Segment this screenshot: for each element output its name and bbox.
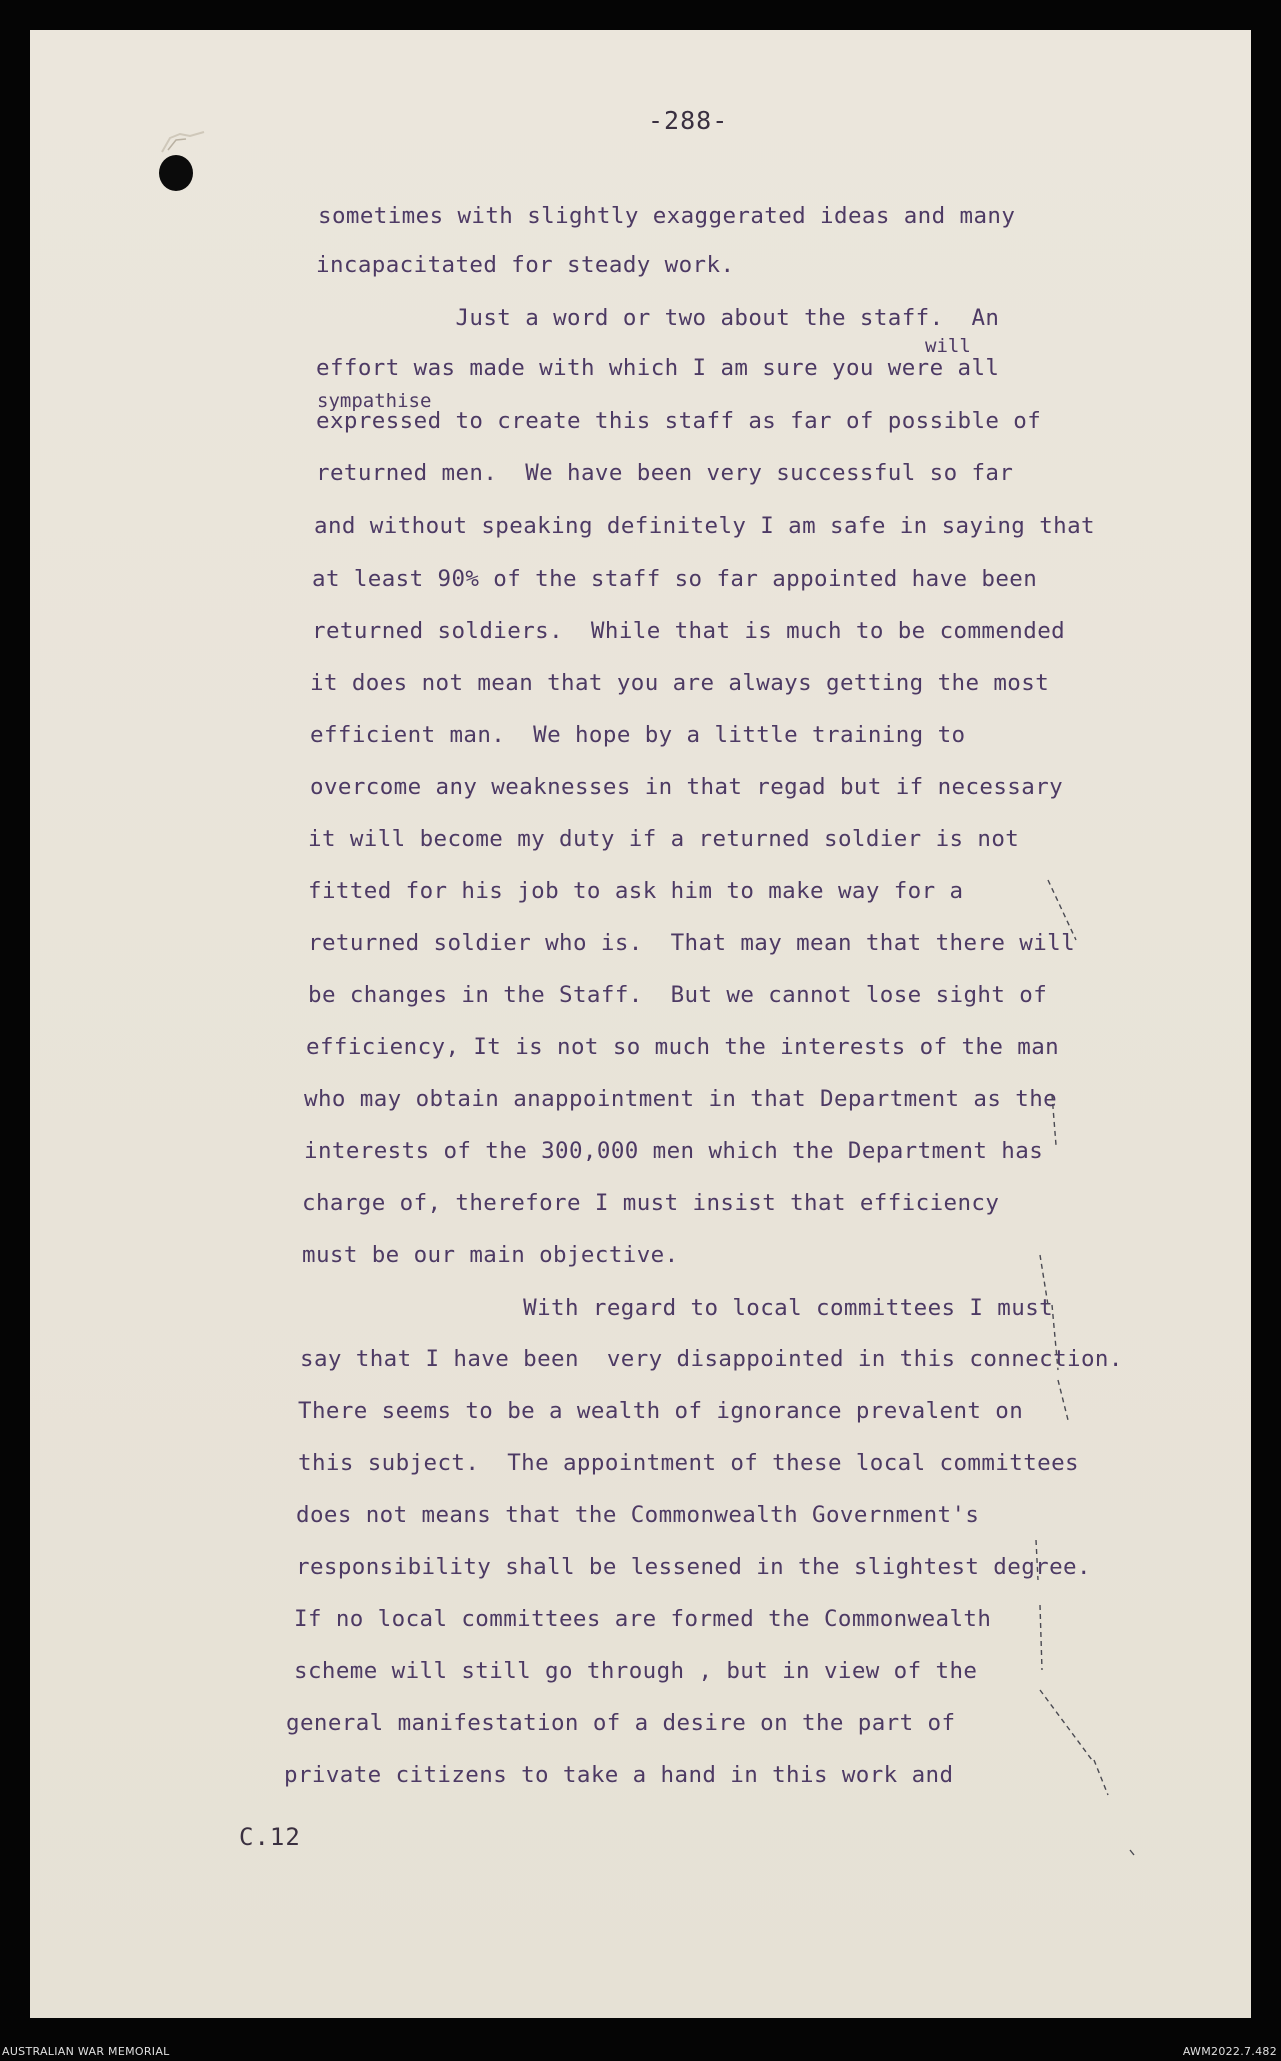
body-line: returned soldiers. While that is much to be commended [312,618,1066,644]
body-line: incapacitated for steady work. [316,252,735,278]
body-line: general manifestation of a desire on the part of [286,1710,956,1736]
body-line: interests of the 300,000 men which the Department has [304,1138,1044,1164]
body-line: effort was made with which I am sure you were all [316,355,1000,381]
body-line: Just a word or two about the staff. An [316,305,1000,331]
body-line: private citizens to take a hand in this work and [284,1762,954,1788]
folio-code: C.12 [239,1823,301,1851]
body-line: be changes in the Staff. But we cannot lose sight of [308,982,1048,1008]
body-line: scheme will still go through , but in view of the [294,1658,978,1684]
body-line: it does not mean that you are always getting the most [310,670,1050,696]
archive-caption: AUSTRALIAN WAR MEMORIAL [2,2045,170,2058]
body-line: With regard to local committees I must [300,1295,1054,1321]
body-line: say that I have been very disappointed in this connection. [300,1346,1123,1372]
body-line: overcome any weaknesses in that regad but if necessary [310,774,1064,800]
body-line: charge of, therefore I must insist that efficiency [302,1190,1000,1216]
body-line: must be our main objective. [302,1242,679,1268]
body-line: efficiency, It is not so much the interests of the man [306,1034,1060,1060]
body-line: this subject. The appointment of these local committees [298,1450,1079,1476]
archive-reference: AWM2022.7.482 [1182,2045,1277,2058]
insertion-will: will [925,335,971,357]
body-line: returned soldier who is. That may mean that there will [308,930,1076,956]
body-line: who may obtain anappointment in that Department as the [304,1086,1058,1112]
insertion-sympathise: sympathise [317,390,432,412]
body-line: does not means that the Commonwealth Government's [296,1502,980,1528]
body-line: responsibility shall be lessened in the slightest degree. [296,1554,1091,1580]
body-line: fitted for his job to ask him to make way for a [308,878,964,904]
body-line: at least 90% of the staff so far appointed have been [312,566,1038,592]
punch-hole [159,155,193,191]
body-line: efficient man. We hope by a little training to [310,722,966,748]
body-line: returned men. We have been very successful so far [316,460,1014,486]
body-line: sometimes with slightly exaggerated ideas and many [318,203,1016,229]
body-line: it will become my duty if a returned soldier is not [308,826,1020,852]
paper-tear-mark [160,130,210,154]
body-line: If no local committees are formed the Commonwealth [294,1606,992,1632]
body-line: There seems to be a wealth of ignorance prevalent on [298,1398,1024,1424]
body-line: and without speaking definitely I am safe in saying that [314,513,1095,539]
body-line: expressed to create this staff as far of possible of [316,408,1042,434]
page-number: -288- [648,106,729,135]
